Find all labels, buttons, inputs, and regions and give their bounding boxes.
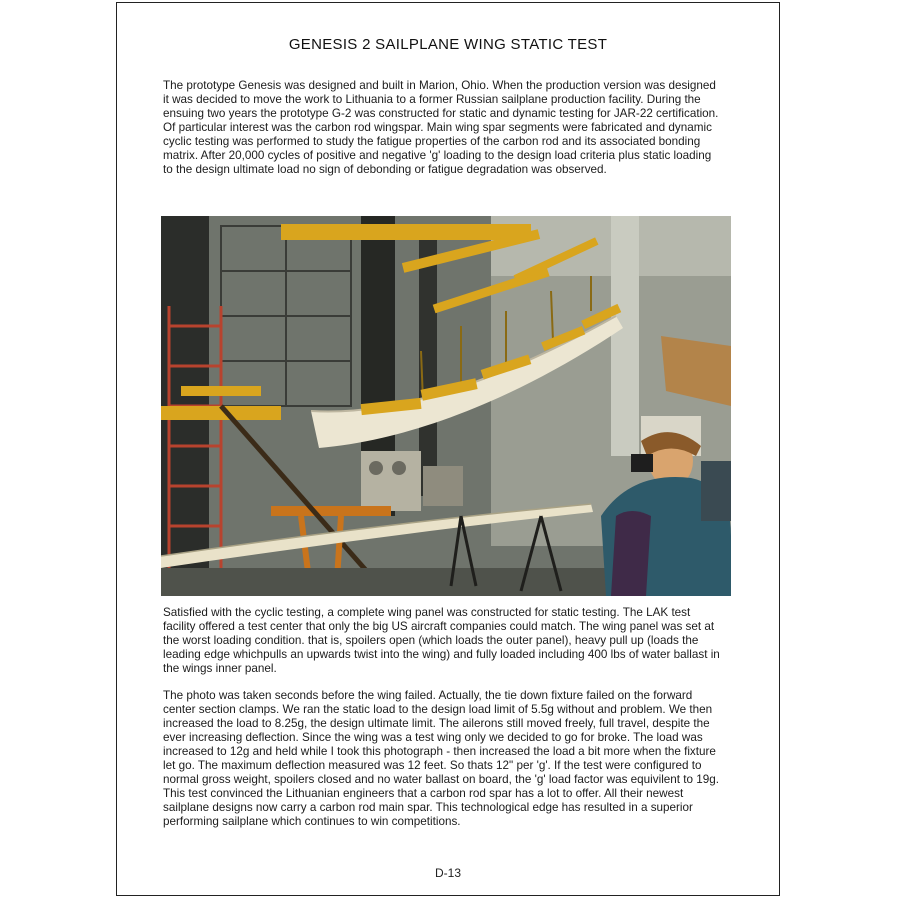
wing-test-photo (161, 216, 731, 596)
document-title: GENESIS 2 SAILPLANE WING STATIC TEST (288, 36, 608, 53)
intro-paragraph: The prototype Genesis was designed and built in Marion, Ohio. When the production version was designed it was decided to move the work to Lithuania to a former Russian sailplane production facility. During the ensuing two years the prototype G-2 was constructed for static and dynamic testing for JAR-22 certification. Of particular interest was the carbon rod wingspar. Main wing spar segments were fabricated and dynamic cyclic testing was performed to study the fatigue properties of the carbon rod and its associated bonding matrix. After 20,000 cycles of positive and negative 'g' loading to the design load criteria plus static loading to the design ultimate load no sign of debonding or fatigue degradation was observed. (163, 79, 719, 176)
static-test-paragraph: Satisfied with the cyclic testing, a complete wing panel was constructed for static testing. The LAK test facility offered a test center that only the big US aircraft companies could match. The wing panel was set at the worst loading condition. that is, spoilers open (which loads the outer panel), heavy pull up (loads the leading edge whichpulls an upwards twist into the wing) and fully loaded including 400 lbs of water ballast in the wings inner panel. (163, 606, 720, 675)
document-page (116, 2, 780, 896)
page-number: D-13 (434, 866, 461, 880)
failure-description-paragraph: The photo was taken seconds before the wing failed. Actually, the tie down fixture failed on the forward center section clamps. We ran the static load to the design load limit of 5.5g without and problem. We then increased the load to 8.25g, the design ultimate limit. The ailerons still moved freely, full travel, despite the ever increasing deflection. Since the wing was a test wing only we decided to go for broke. The load was increased to 12g and held while I took this photograph - then increased the load a bit more when the fixture let go. The maximum deflection measured was 12 feet. So thats 12" per 'g'. If the test were configured to normal gross weight, spoilers closed and no water ballast on board, the 'g' load factor was equivilent to 19g. This test convinced the Lithuanian engineers that a carbon rod spar has a lot to offer. All their newest sailplane designs now carry a carbon rod main spar. This technological edge has resulted in a superior performing sailplane which continues to win competitions. (163, 689, 720, 828)
